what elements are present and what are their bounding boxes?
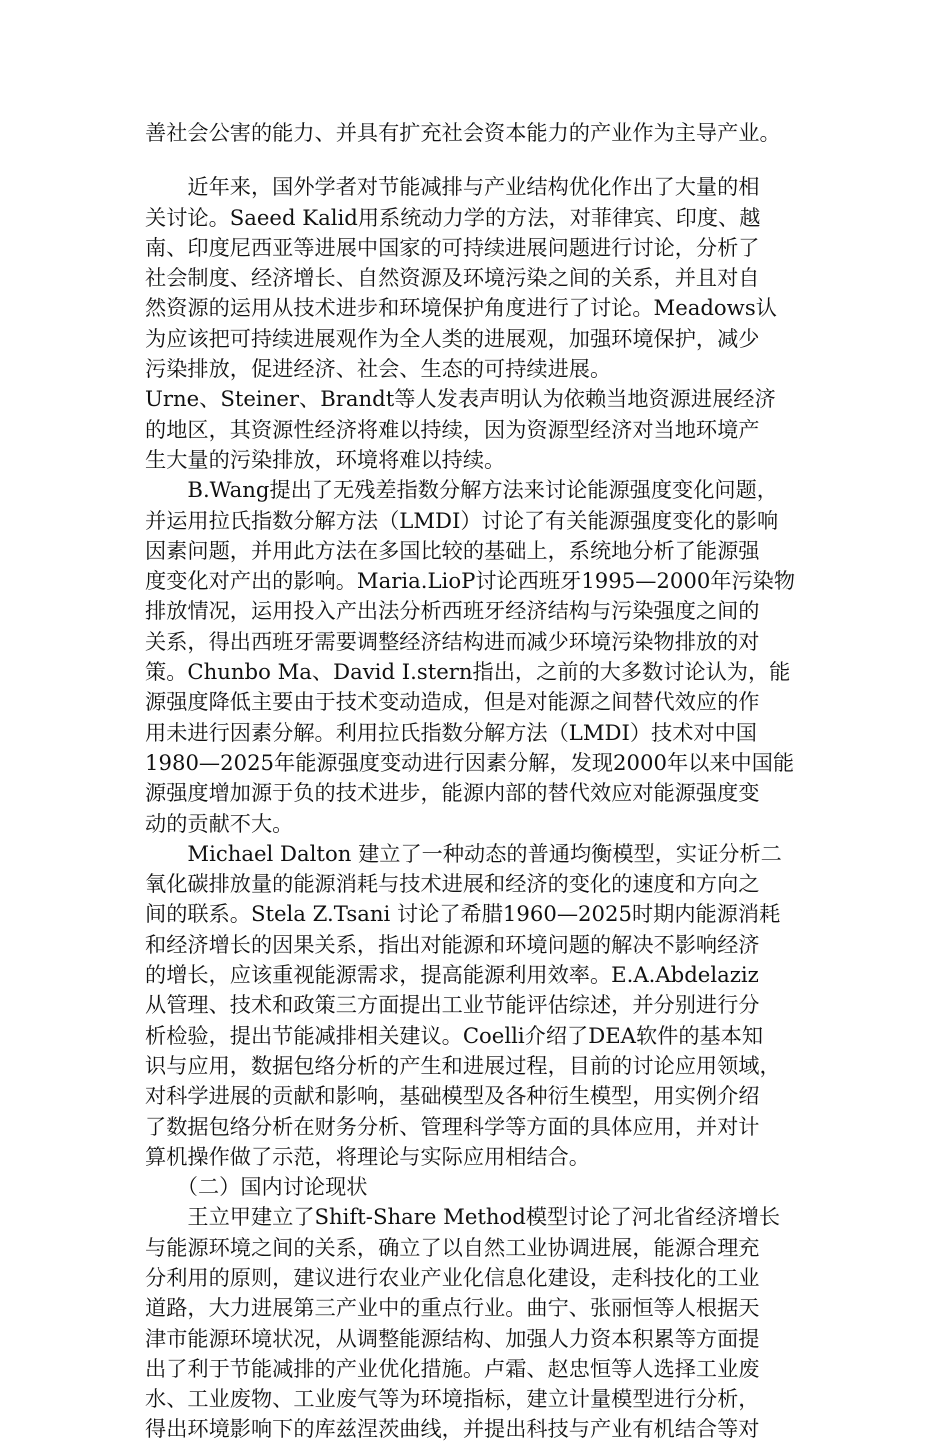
paragraph-domestic-research bbox=[145, 1202, 807, 1444]
paragraph-equilibrium-model bbox=[145, 839, 807, 1172]
paragraph-gap bbox=[145, 148, 807, 172]
text-line: 识与应用，数据包络分析的产生和进展过程，目前的讨论应用领域， bbox=[145, 1052, 781, 1078]
text-line: 从管理、技术和政策三方面提出工业节能评估综述，并分别进行分 bbox=[145, 992, 760, 1018]
text-line: 善社会公害的能力、并具有扩充社会资本能力的产业作为主导产业。 bbox=[145, 120, 781, 145]
heading-domestic-research: （二）国内讨论现状 bbox=[145, 1174, 368, 1200]
text-line: 源强度降低主要由于技术变动造成，但是对能源之间替代效应的作 bbox=[145, 689, 760, 715]
text-line: 的增长，应该重视能源需求，提高能源利用效率。E.A.Abdelaziz bbox=[145, 962, 759, 988]
text-line: 策。Chunbo Ma、David I.stern指出，之前的大多数讨论认为，能 bbox=[145, 659, 791, 685]
text-line: 间的联系。Stela Z.Tsani 讨论了希腊1960—2025时期内能源消耗 bbox=[145, 901, 781, 927]
text-line: 南、印度尼西亚等进展中国家的可持续进展问题进行讨论，分析了 bbox=[145, 234, 760, 260]
text-line: 源强度增加源于负的技术进步，能源内部的替代效应对能源强度变 bbox=[145, 780, 760, 806]
paragraph-continuation bbox=[145, 118, 807, 148]
text-line: 析检验，提出节能减排相关建议。Coelli介绍了DEA软件的基本知 bbox=[145, 1022, 764, 1048]
text-line: 和经济增长的因果关系，指出对能源和环境问题的解决不影响经济 bbox=[145, 931, 760, 957]
text-line: 污染排放，促进经济、社会、生态的可持续进展。 bbox=[145, 356, 612, 382]
text-line: 然资源的运用从技术进步和环境保护角度进行了讨论。Meadows认 bbox=[145, 295, 777, 321]
text-line: 为应该把可持续进展观作为全人类的进展观，加强环境保护，减少 bbox=[145, 325, 760, 351]
text-line: 关讨论。Saeed Kalid用系统动力学的方法，对菲律宾、印度、越 bbox=[145, 204, 761, 230]
text-line: 用未进行因素分解。利用拉氏指数分解方法（LMDI）技术对中国 bbox=[145, 719, 757, 745]
document-body bbox=[145, 118, 807, 1445]
text-line: 水、工业废物、工业废气等为环境指标，建立计量模型进行分析， bbox=[145, 1386, 760, 1412]
text-line: 算机操作做了示范，将理论与实际应用相结合。 bbox=[145, 1143, 590, 1169]
text-line: 度变化对产出的影响。Maria.LioP讨论西班牙1995—2000年污染物 bbox=[145, 568, 796, 594]
paragraph-foreign-research bbox=[145, 172, 807, 475]
text-line: 并运用拉氏指数分解方法（LMDI）讨论了有关能源强度变化的影响 bbox=[145, 507, 779, 533]
text-line: 的地区，其资源性经济将难以持续，因为资源型经济对当地环境产 bbox=[145, 416, 760, 442]
text-line: B.Wang提出了无残差指数分解方法来讨论能源强度变化问题， bbox=[145, 477, 778, 503]
text-line: Michael Dalton 建立了一种动态的普通均衡模型，实证分析二 bbox=[145, 840, 782, 866]
text-line: 因素问题，并用此方法在多国比较的基础上，系统地分析了能源强 bbox=[145, 537, 760, 563]
text-line: 得出环境影响下的库兹涅茨曲线，并提出科技与产业有机结合等对 bbox=[145, 1416, 760, 1442]
text-line: 排放情况，运用投入产出法分析西班牙经济结构与污染强度之间的 bbox=[145, 598, 760, 624]
section-heading bbox=[145, 1172, 807, 1202]
text-line: 出了利于节能减排的产业优化措施。卢霜、赵忠恒等人选择工业废 bbox=[145, 1355, 760, 1381]
text-line: 王立甲建立了Shift-Share Method模型讨论了河北省经济增长 bbox=[145, 1204, 781, 1230]
text-line: 社会制度、经济增长、自然资源及环境污染之间的关系，并且对自 bbox=[145, 265, 760, 291]
text-line: 分利用的原则，建议进行农业产业化信息化建设，走科技化的工业 bbox=[145, 1264, 760, 1290]
text-line: 1980—2025年能源强度变动进行因素分解，发现2000年以来中国能 bbox=[145, 749, 795, 775]
text-line: 近年来，国外学者对节能减排与产业结构优化作出了大量的相 bbox=[145, 174, 760, 200]
text-line: 对科学进展的贡献和影响，基础模型及各种衍生模型，用实例介绍 bbox=[145, 1083, 760, 1109]
text-line: 道路，大力进展第三产业中的重点行业。曲宁、张丽恒等人根据天 bbox=[145, 1295, 760, 1321]
text-line: Urne、Steiner、Brandt等人发表声明认为依赖当地资源进展经济 bbox=[145, 386, 776, 412]
text-line: 氧化碳排放量的能源消耗与技术进展和经济的变化的速度和方向之 bbox=[145, 871, 760, 897]
text-line: 生大量的污染排放，环境将难以持续。 bbox=[145, 446, 506, 472]
paragraph-energy-intensity bbox=[145, 475, 807, 839]
text-line: 津市能源环境状况，从调整能源结构、加强人力资本积累等方面提 bbox=[145, 1325, 760, 1351]
text-line: 与能源环境之间的关系，确立了以自然工业协调进展，能源合理充 bbox=[145, 1234, 760, 1260]
text-line: 动的贡献不大。 bbox=[145, 810, 294, 836]
text-line: 关系，得出西班牙需要调整经济结构进而减少环境污染物排放的对 bbox=[145, 628, 760, 654]
text-line: 了数据包络分析在财务分析、管理科学等方面的具体应用，并对计 bbox=[145, 1113, 760, 1139]
